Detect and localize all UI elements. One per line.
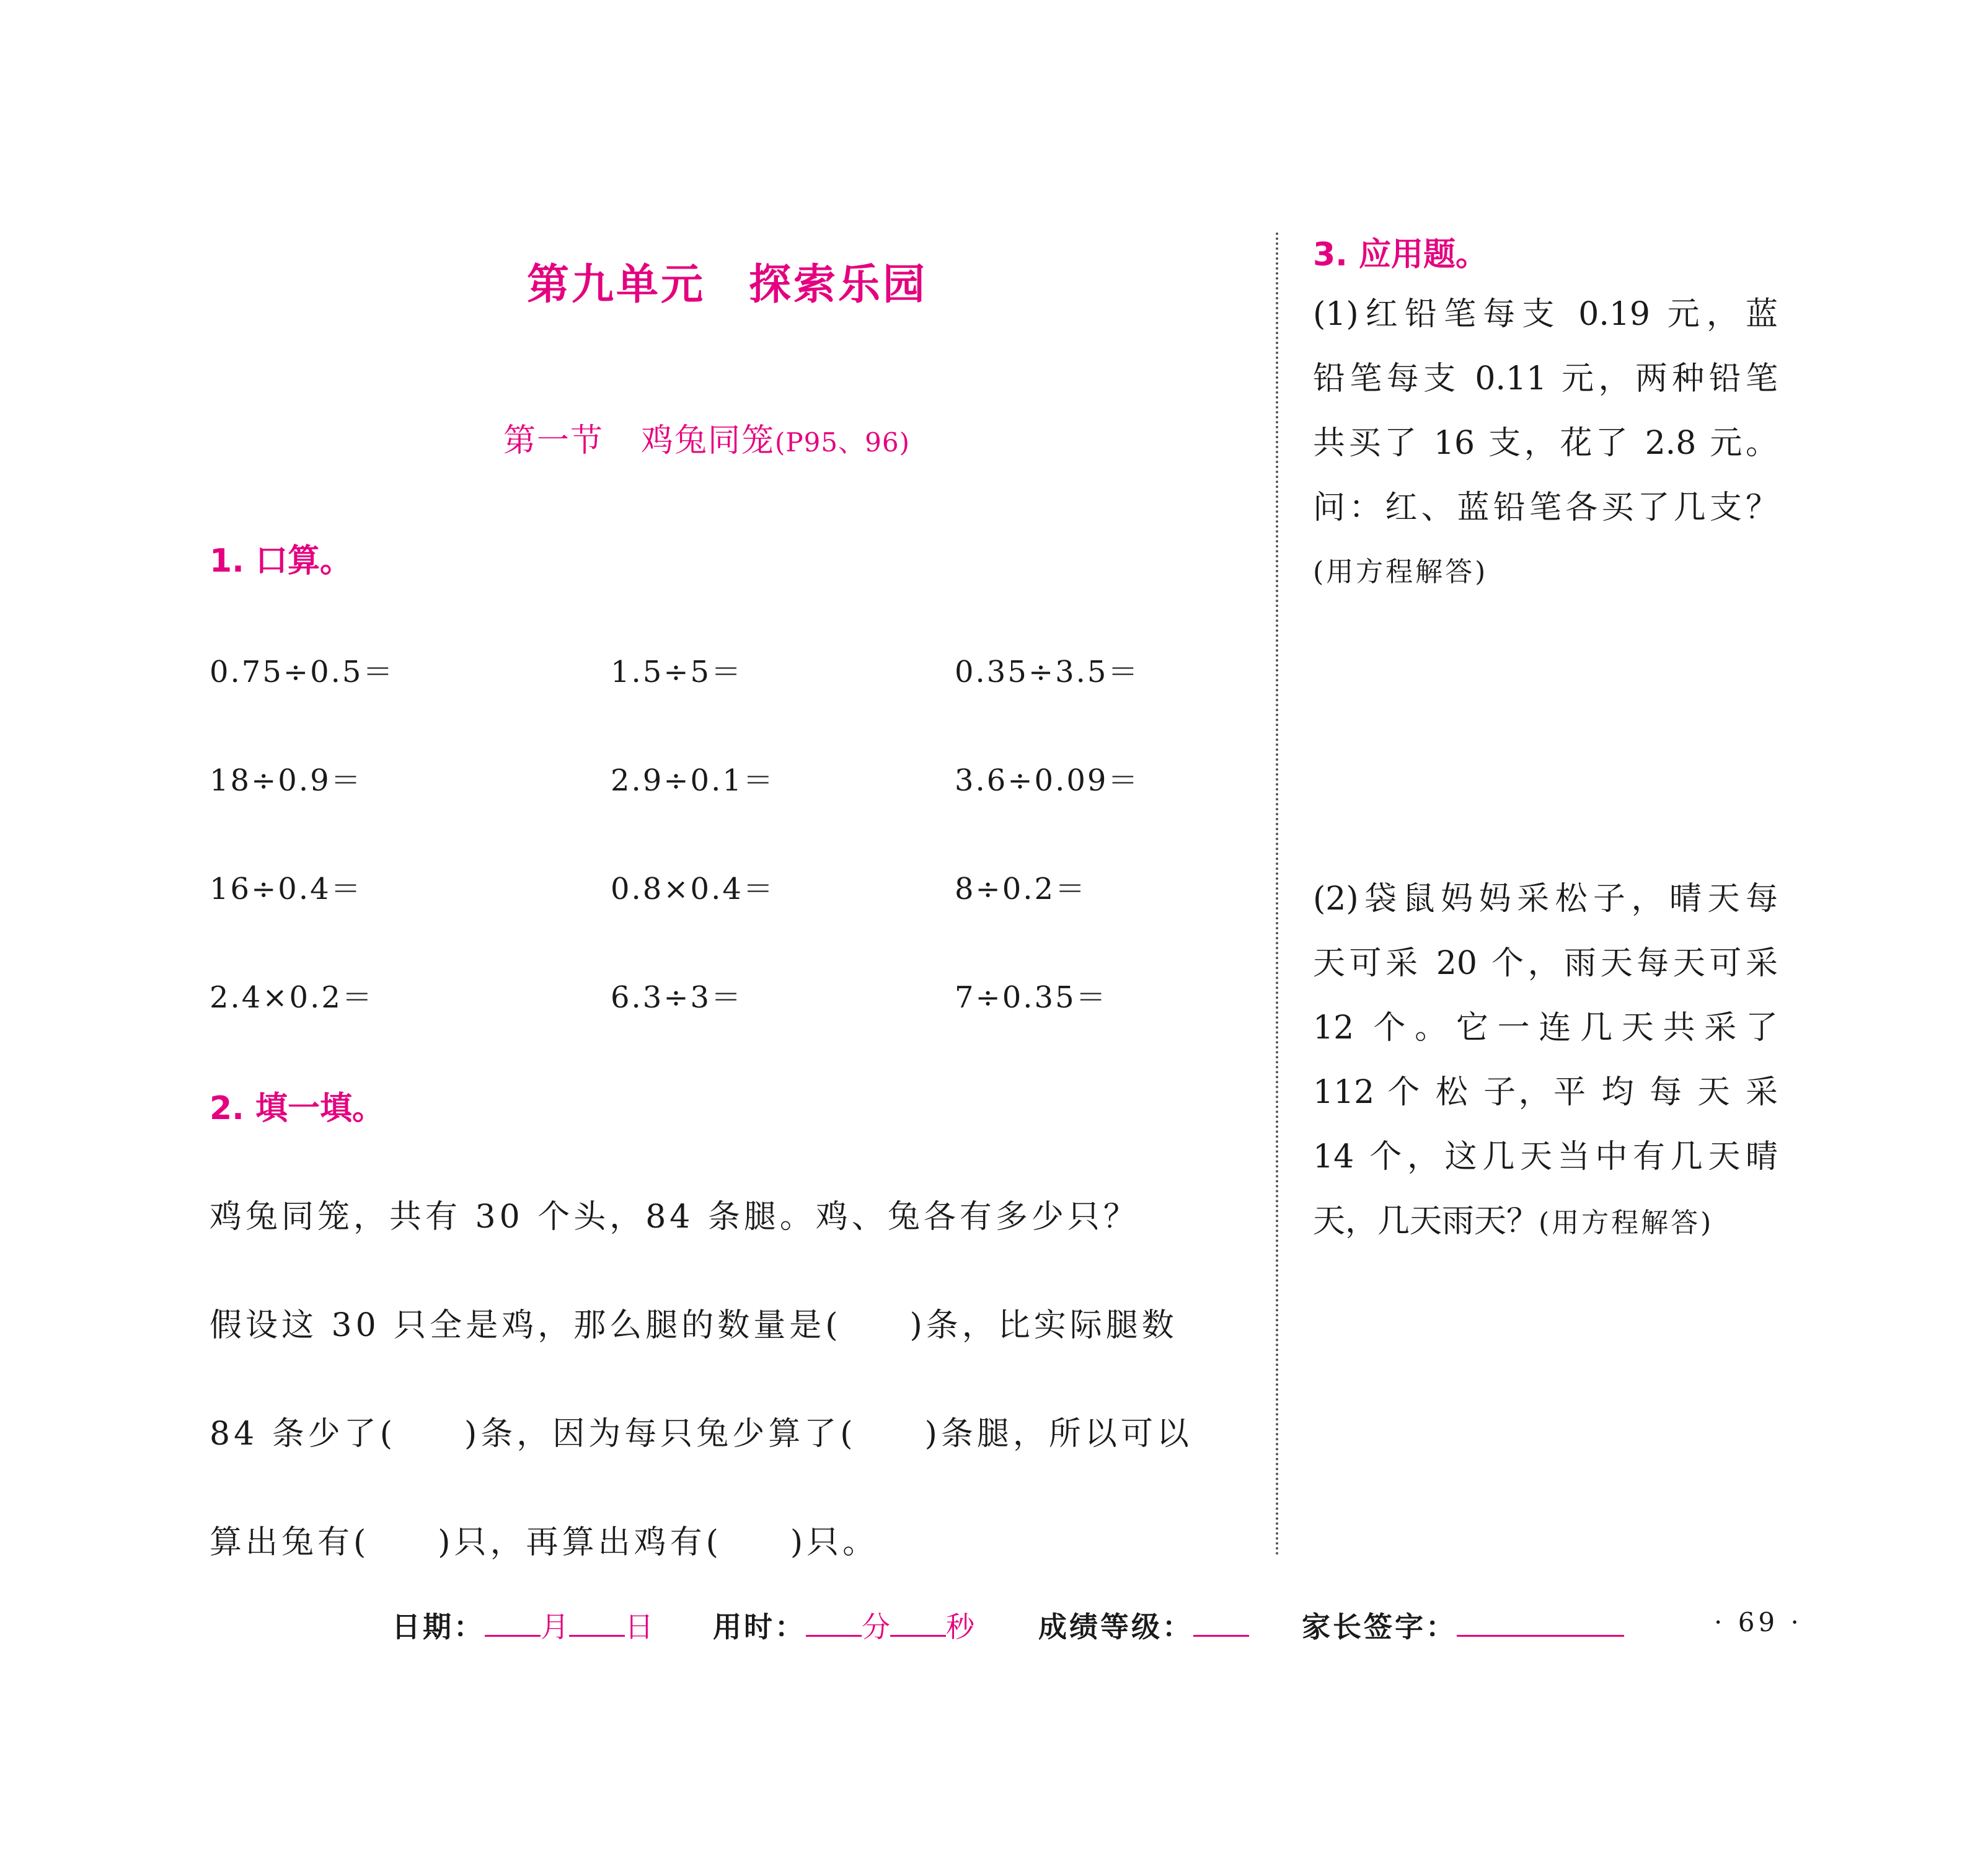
q3-problem-1 [1313,282,1778,604]
page-number: · 69 · [1714,1607,1803,1637]
q3-problem-2 [1313,867,1778,1255]
q2-line-2 [210,1407,1193,1454]
q1-heading: 1. 口算。 [210,542,353,580]
day-blank[interactable] [569,1610,625,1637]
problem-line: 共买了 16 支，花了 2.8 元。 [1313,425,1778,462]
section-title-part1: 第一节 [503,422,604,459]
problem-text: 天，几天雨天？ [1313,1203,1539,1240]
q2-text: )条腿，所以可以 [924,1415,1193,1453]
second-blank[interactable] [890,1610,946,1637]
footer-time [713,1605,974,1645]
day-label: 日 [625,1610,653,1644]
calc-item: 0.8×0.4＝ [611,872,775,906]
month-blank[interactable] [485,1610,541,1637]
section-title [503,414,910,461]
calc-item: 16÷0.4＝ [210,872,363,906]
month-label: 月 [541,1610,569,1644]
calc-item: 0.75÷0.5＝ [210,655,395,689]
sign-label: 家长签字： [1302,1610,1457,1644]
problem-note: (用方程解答) [1313,556,1488,588]
column-divider [1276,232,1278,1556]
minute-label: 分 [862,1610,890,1644]
time-label: 用时： [713,1610,806,1644]
q2-line-3 [210,1516,878,1562]
footer-date [392,1605,653,1645]
q2-heading: 2. 填一填。 [210,1090,385,1127]
section-title-part2: 鸡兔同笼 [641,422,775,459]
problem-line-last [1313,1189,1778,1255]
q2-text: )条，因为每只兔少算了( [464,1415,857,1453]
problem-line: 12 个。它一连几天共采了 [1313,1009,1778,1047]
problem-line: 14 个，这几天当中有几天晴 [1313,1138,1778,1175]
unit-title [527,251,927,311]
problem-line: 112 个 松 子，平 均 每 天 采 [1313,1074,1778,1111]
q2-question: 鸡兔同笼，共有 30 个头，84 条腿。鸡、兔各有多少只？ [210,1198,1139,1236]
calc-item: 7÷0.35＝ [955,980,1108,1015]
footer-sign [1302,1605,1624,1645]
unit-title-part2: 探索乐园 [749,260,928,309]
calc-item: 3.6÷0.09＝ [955,763,1140,798]
q2-text: )只。 [790,1524,879,1561]
minute-blank[interactable] [806,1610,862,1637]
q2-text: )条，比实际腿数 [909,1307,1178,1344]
footer-grade [1038,1605,1249,1645]
problem-note: (用方程解答) [1539,1207,1714,1239]
calc-item: 0.35÷3.5＝ [955,655,1140,689]
q2-text: 84 条少了( [210,1415,396,1453]
date-label: 日期： [392,1610,485,1644]
problem-line: 铅笔每支 0.11 元，两种铅笔 [1313,360,1778,397]
problem-line: 天可采 20 个，雨天每天可采 [1313,945,1778,982]
problem-line: (1)红铅笔每支 0.19 元，蓝 [1313,296,1778,333]
problem-line: 问：红、蓝铅笔各买了几支？ [1313,489,1778,526]
q2-text: )只，再算出鸡有( [438,1524,722,1561]
calc-item: 2.9÷0.1＝ [611,763,775,798]
grade-blank[interactable] [1193,1610,1249,1637]
unit-title-part1: 第九单元 [527,260,706,309]
grade-label: 成绩等级： [1038,1610,1193,1644]
calc-item: 1.5÷5＝ [611,655,743,689]
calc-item: 18÷0.9＝ [210,763,363,798]
q2-text: 假设这 30 只全是鸡，那么腿的数量是( [210,1307,842,1344]
q2-line-1 [210,1299,1178,1345]
calc-item: 6.3÷3＝ [611,980,743,1015]
calc-item: 8÷0.2＝ [955,872,1087,906]
calc-item: 2.4×0.2＝ [210,980,374,1015]
second-label: 秒 [946,1610,974,1644]
section-pages: (P95、96) [775,427,910,458]
problem-line: (2)袋鼠妈妈采松子，晴天每 [1313,880,1778,918]
sign-blank[interactable] [1457,1610,1624,1637]
q3-heading: 3. 应用题。 [1313,236,1488,273]
q2-text: 算出兔有( [210,1524,370,1561]
